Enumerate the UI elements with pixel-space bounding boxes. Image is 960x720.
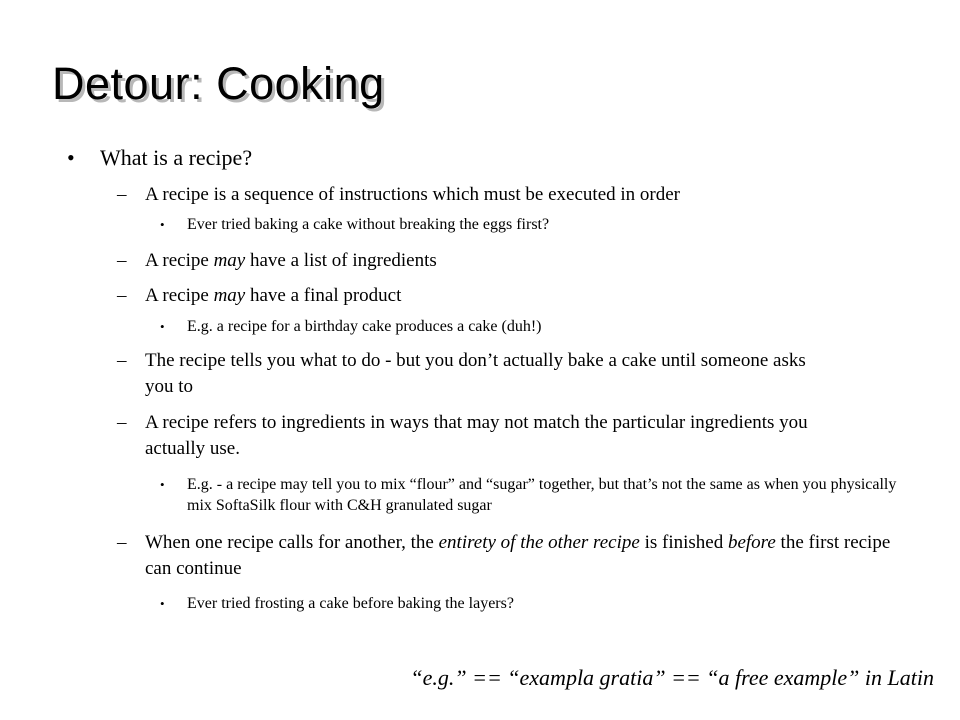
sub-bullet-text: A recipe is a sequence of instructions which must be executed in order — [145, 184, 680, 205]
sub-sub-bullet-text: E.g. - a recipe may tell you to mix “flour” and “sugar” together, but that’s not the same as when you physically mix SoftaSilk flour with C&H granulated sugar — [187, 476, 897, 514]
sub-bullet-text: A recipe refers to ingredients in ways that may not match the particular ingredients you actually use. — [145, 412, 808, 459]
dash-marker: – — [117, 350, 127, 371]
bullet-marker: • — [160, 217, 165, 232]
bullet-marker: • — [67, 145, 75, 170]
bullet-text: What is a recipe? — [100, 145, 253, 170]
sub-bullet-item — [117, 530, 895, 582]
bullet-marker: • — [160, 319, 165, 334]
bullet-marker: • — [160, 477, 165, 492]
sub-sub-bullet-item — [160, 214, 907, 235]
sub-bullet-text: The recipe tells you what to do - but you don’t actually bake a cake until someone asks you to — [145, 350, 806, 397]
dash-marker: – — [117, 285, 127, 306]
sub-bullet-text: When one recipe calls for another, the entirety of the other recipe is finished before the first recipe can continue — [145, 532, 891, 579]
sub-bullet-item — [117, 283, 905, 309]
bullet-item — [67, 145, 253, 171]
sub-sub-bullet-item — [160, 593, 907, 614]
sub-sub-bullet-text: Ever tried frosting a cake before baking the layers? — [187, 595, 514, 612]
footer-note: “e.g.” == “exampla gratia” == “a free example” in Latin — [410, 665, 934, 690]
sub-bullet-item — [117, 248, 905, 274]
slide-title: Detour: Cooking — [52, 58, 385, 109]
bullet-marker: • — [160, 596, 165, 611]
dash-marker: – — [117, 412, 127, 433]
sub-sub-bullet-text: E.g. a recipe for a birthday cake produces a cake (duh!) — [187, 318, 542, 335]
sub-bullet-text: A recipe may have a list of ingredients — [145, 250, 437, 271]
sub-sub-bullet-item — [160, 474, 897, 516]
dash-marker: – — [117, 250, 127, 271]
sub-sub-bullet-item — [160, 316, 907, 337]
dash-marker: – — [117, 184, 127, 205]
sub-sub-bullet-text: Ever tried baking a cake without breaking the eggs first? — [187, 216, 550, 233]
dash-marker: – — [117, 532, 127, 553]
sub-bullet-item — [117, 182, 905, 208]
sub-bullet-text: A recipe may have a final product — [145, 285, 402, 306]
sub-bullet-item — [117, 410, 845, 462]
sub-bullet-item — [117, 348, 835, 400]
